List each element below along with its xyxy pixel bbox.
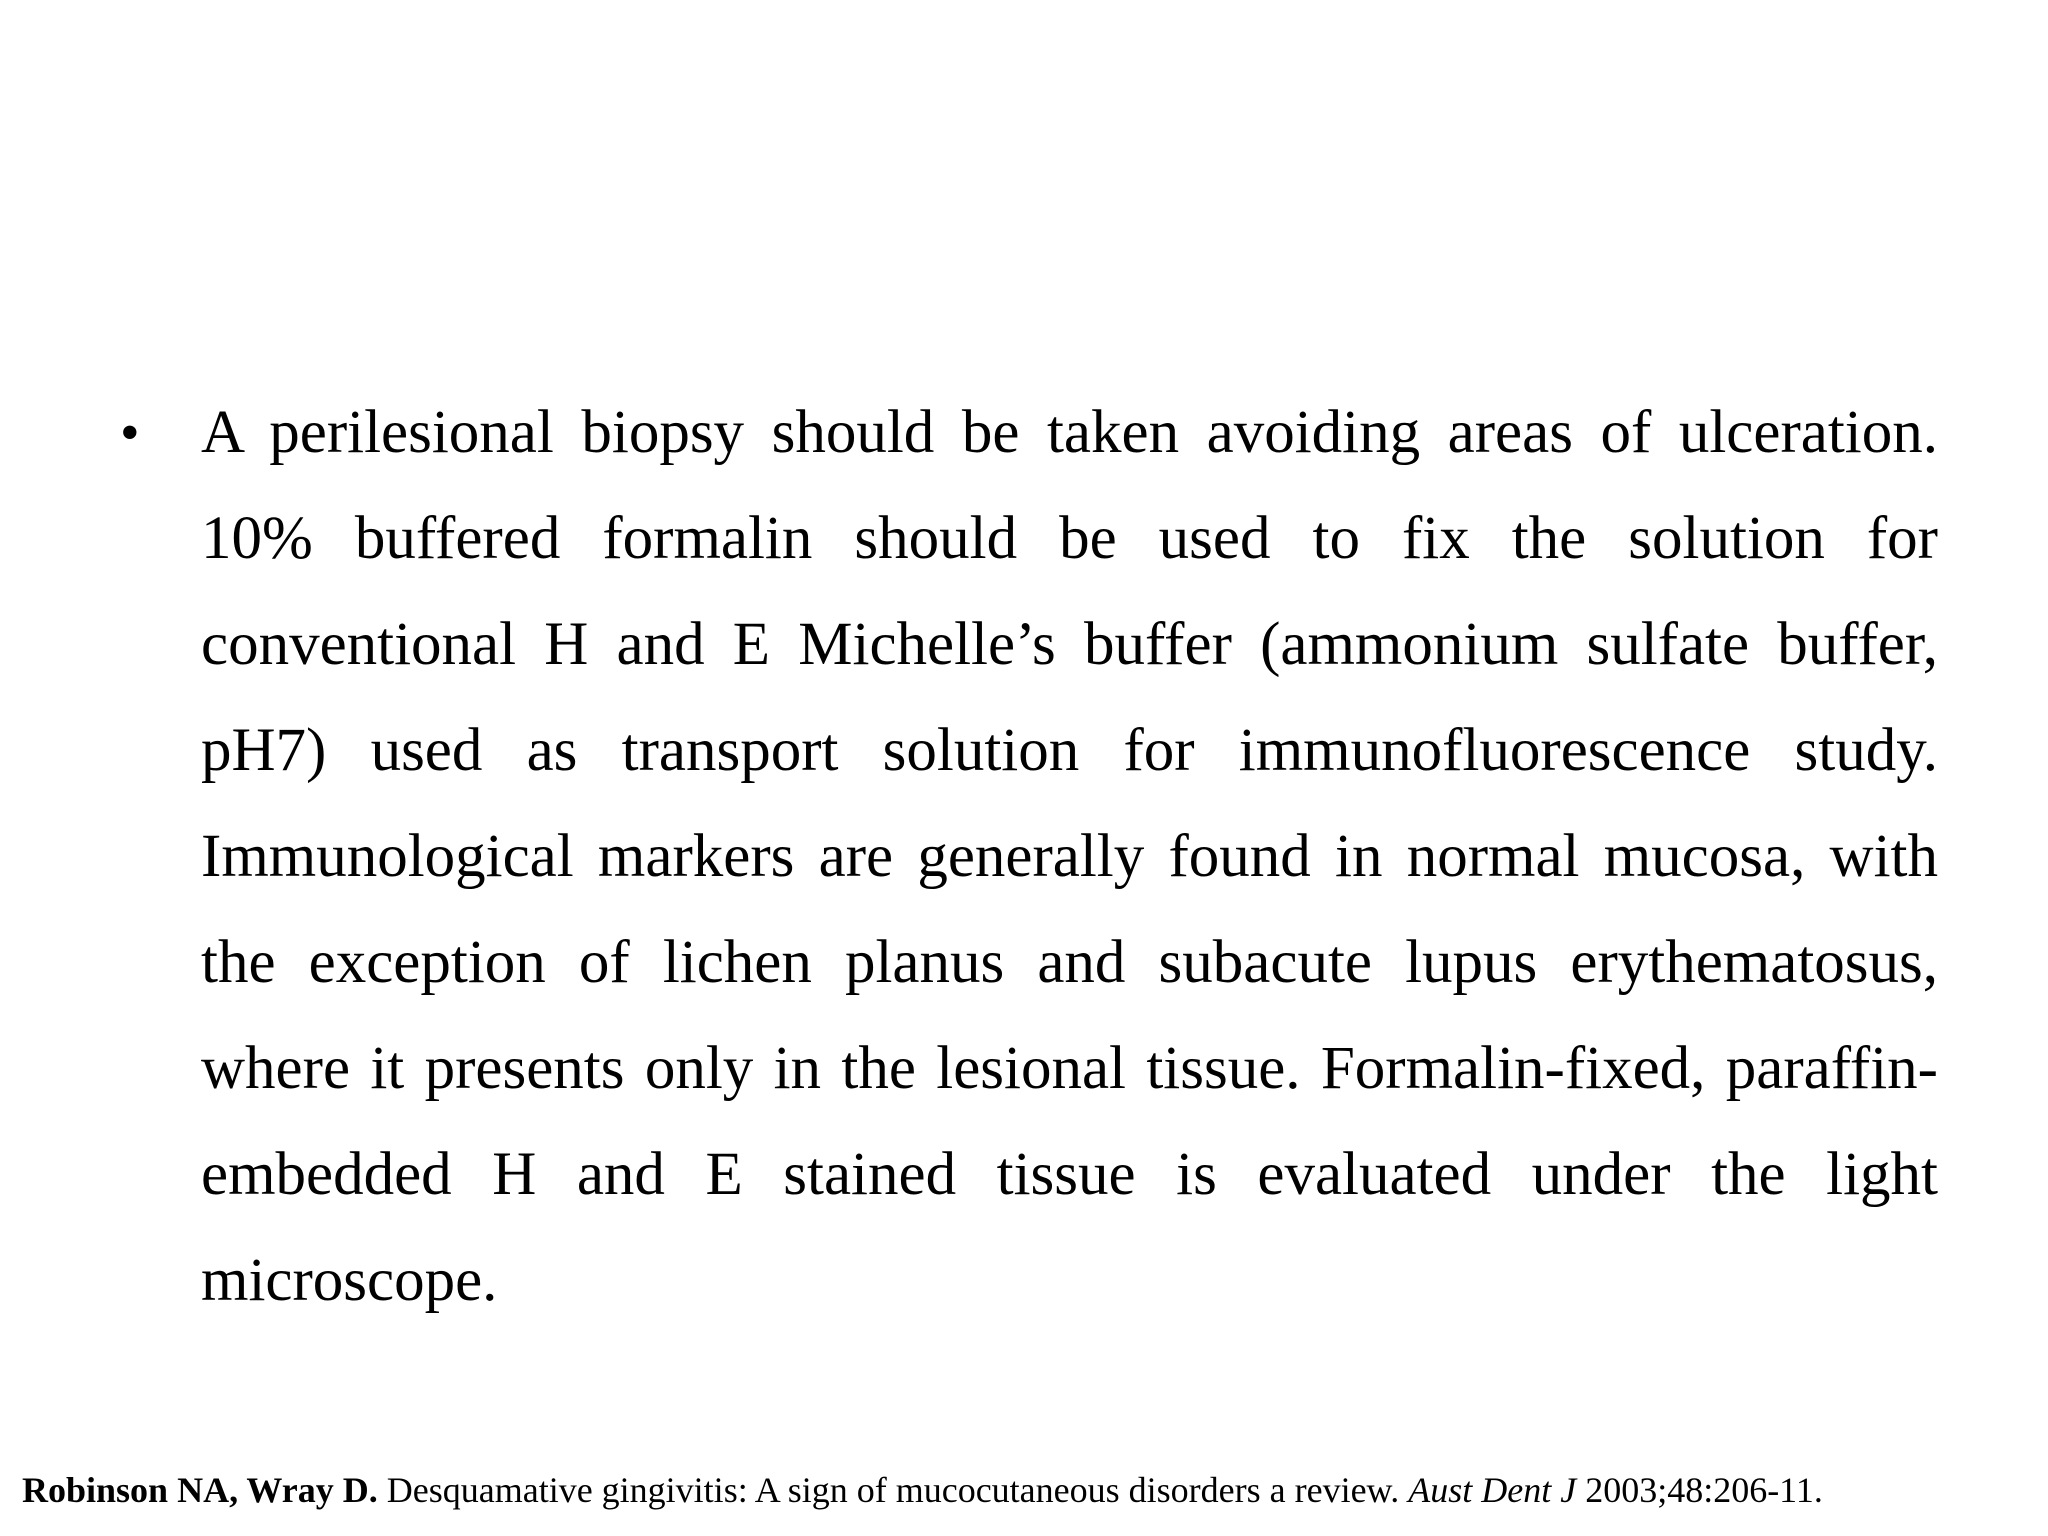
reference-journal: Aust Dent J [1408, 1470, 1577, 1510]
bullet-icon: • [120, 402, 140, 464]
reference-citation [22, 1466, 2032, 1514]
reference-authors: Robinson NA, Wray D. [22, 1470, 378, 1510]
reference-title: Desquamative gingivitis: A sign of mucocutaneous disorders a review. [386, 1470, 1400, 1510]
bullet-paragraph: A perilesional biopsy should be taken avoiding areas of ulceration. 10% buffered formalin should be used to fix the solution for conventional H and E Michelle’s buffer (ammonium sulfate buffer, pH7) used as transport solution for immunofluorescence study. Immunological markers are generally found in normal mucosa, with the exception of lichen planus and subacute lupus erythematosus, where it presents only in the lesional tissue. Formalin-fixed, paraffin-embedded H and E stained tissue is evaluated under the light microscope. [201, 399, 1938, 1314]
reference-citation-details: 2003;48:206-11. [1585, 1470, 1823, 1510]
